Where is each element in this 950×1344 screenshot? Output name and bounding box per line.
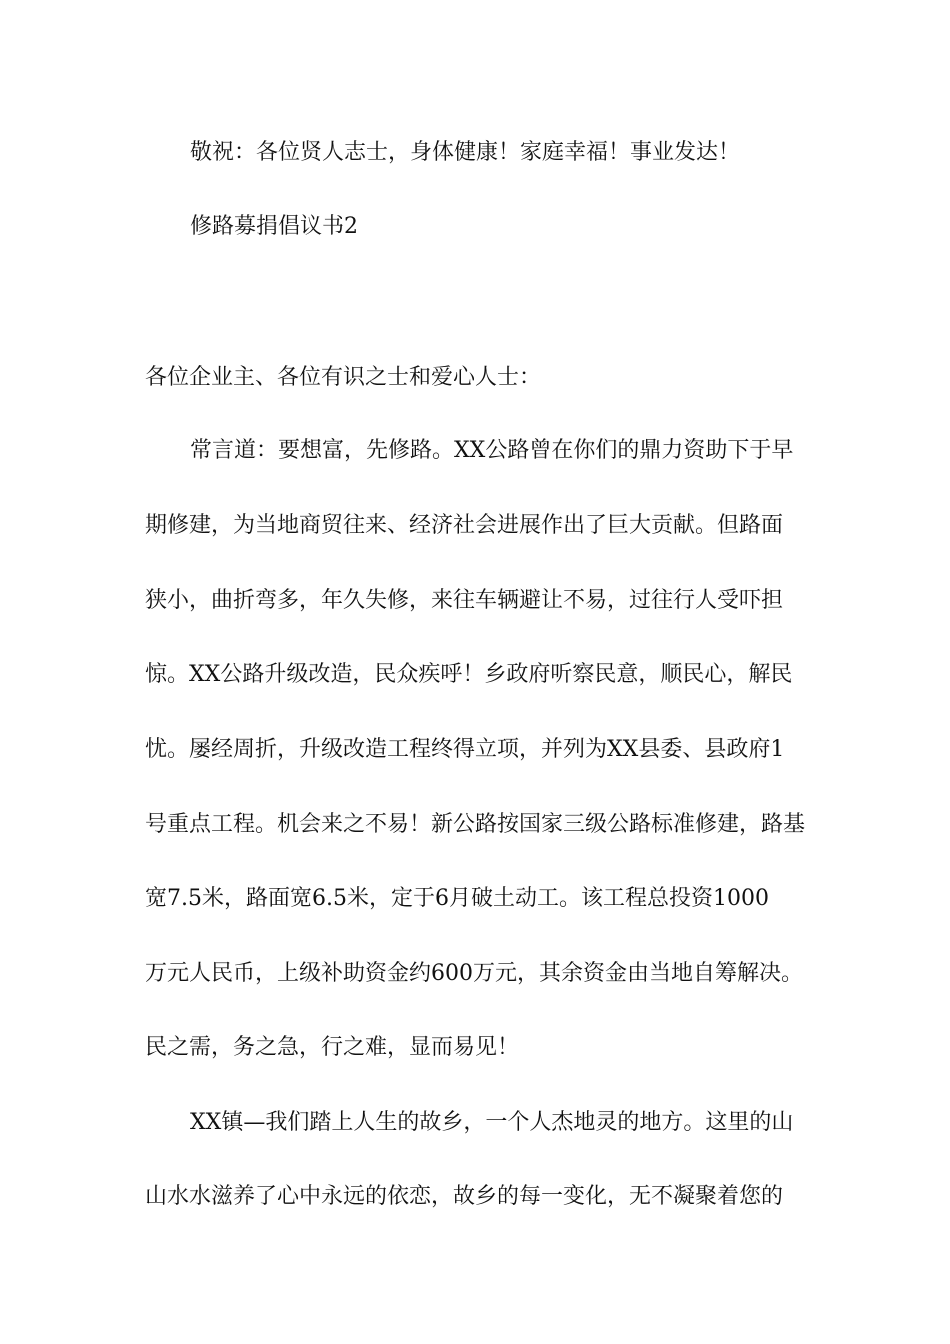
paragraph-1-line-5: 忧。屡经周折，升级改造工程终得立项，并列为XX县委、县政府1 <box>145 737 785 762</box>
paragraph-1-line-3: 狭小，曲折弯多，年久失修，来往车辆避让不易，过往行人受吓担 <box>145 588 784 613</box>
paragraph-1-line-8: 万元人民币，上级补助资金约600万元，其余资金由当地自筹解决。 <box>145 961 803 986</box>
paragraph-1-line-2: 期修建，为当地商贸往来、经济社会进展作出了巨大贡献。但路面 <box>145 513 784 538</box>
section-title: 修路募捐倡议书2 <box>190 214 358 239</box>
paragraph-2-line-2: 山水水滋养了心中永远的依恋，故乡的每一变化，无不凝聚着您的 <box>145 1184 784 1209</box>
paragraph-1-line-1: 常言道：要想富，先修路。XX公路曾在你们的鼎力资助下于早 <box>190 438 794 463</box>
salutation: 各位企业主、各位有识之士和爱心人士： <box>145 365 542 390</box>
paragraph-1-line-6: 号重点工程。机会来之不易！新公路按国家三级公路标准修建，路基 <box>145 812 806 837</box>
paragraph-1-line-4: 惊。XX公路升级改造，民众疾呼！乡政府听察民意，顺民心，解民 <box>145 662 793 687</box>
closing-wishes: 敬祝：各位贤人志士，身体健康！家庭幸福！事业发达！ <box>190 140 741 165</box>
paragraph-1-line-7: 宽7.5米，路面宽6.5米，定于6月破土动工。该工程总投资1000 <box>145 886 769 911</box>
paragraph-1-line-9: 民之需，务之急，行之难，显而易见！ <box>145 1035 520 1060</box>
paragraph-2-line-1: XX镇—我们踏上人生的故乡，一个人杰地灵的地方。这里的山 <box>190 1110 794 1135</box>
